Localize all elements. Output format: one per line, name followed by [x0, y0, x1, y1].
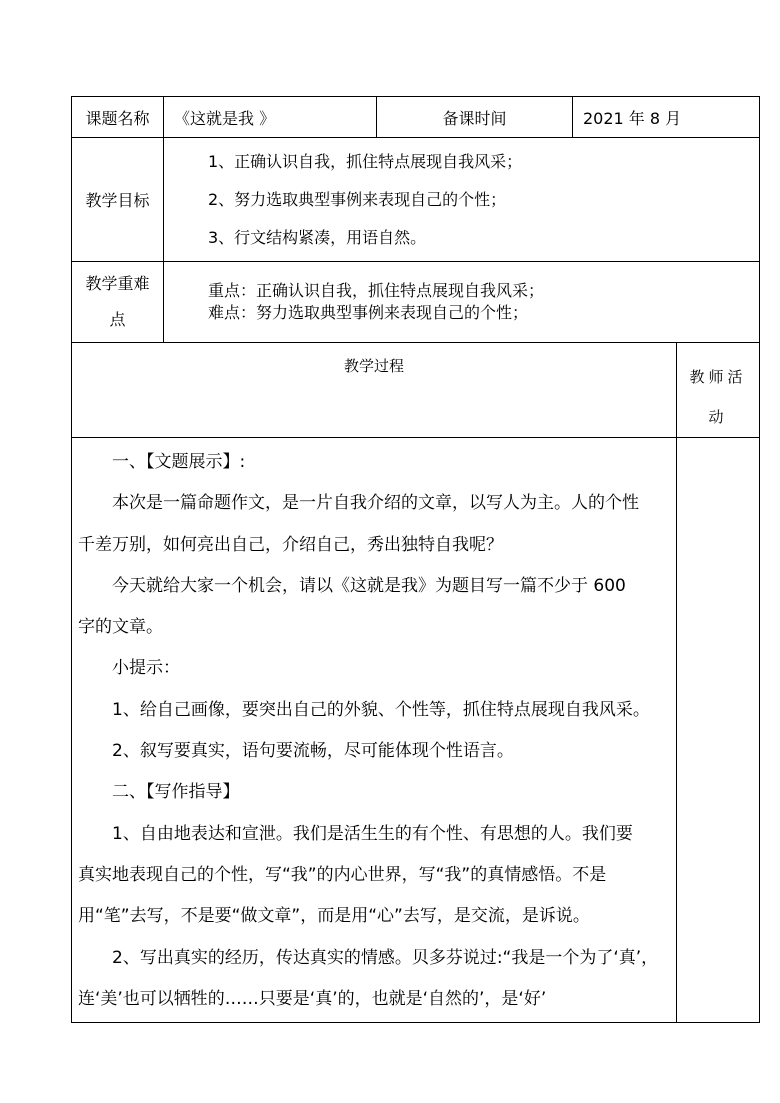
key-points-label-line1: 教学重难: [85, 274, 150, 293]
process-line: 2、叙写要真实，语句要流畅，尽可能体现个性语言。: [112, 741, 514, 762]
prep-time-value: 2021 年 8 月: [573, 97, 760, 138]
teacher-activity-label: [677, 343, 760, 438]
process-line: 真实地表现自己的个性，写“我”的内心世界，写“我”的真情感悟。不是: [78, 864, 607, 885]
process-body-row: [72, 438, 760, 1023]
key-points-row: [72, 262, 760, 343]
process-line: 1、给自己画像，要突出自己的外貌、个性等，抓住特点展现自我风采。: [112, 699, 650, 720]
goal-item: 2、努力选取典型事例来表现自己的个性；: [208, 189, 507, 209]
goals-label: 教学目标: [72, 138, 164, 262]
goal-item: 3、行文结构紧凑，用语自然。: [208, 227, 427, 247]
key-point-text: 重点：正确认识自我，抓住特点展现自我风采；: [208, 281, 545, 300]
process-line: 小提示：: [112, 658, 180, 679]
course-name-label: 课题名称: [72, 97, 164, 138]
teacher-label-line2: 动: [708, 408, 728, 426]
process-line: 二、【写作指导】: [112, 782, 240, 803]
course-name-value: 《这就是我 》: [164, 97, 377, 138]
lesson-plan-table: [71, 96, 760, 1023]
goals-list: [164, 138, 760, 262]
teacher-label-line1: 教师活: [689, 368, 747, 386]
process-header-row: [72, 343, 760, 438]
process-line: 本次是一篇命题作文，是一片自我介绍的文章，以写人为主。人的个性: [112, 493, 639, 514]
process-line: 连‘美’也可以牺牲的……只要是‘真’的，也就是‘自然的’，是‘好’: [78, 988, 547, 1009]
prep-time-label: 备课时间: [377, 97, 573, 138]
goals-row: [72, 138, 760, 262]
process-line: 1、自由地表达和宣泄。我们是活生生的有个性、有思想的人。我们要: [112, 823, 633, 844]
process-title: 教学过程: [72, 343, 677, 438]
key-points-content: [164, 262, 760, 343]
header-row: [72, 97, 760, 138]
process-line: 今天就给大家一个机会，请以《这就是我》为题目写一篇不少于 600: [112, 575, 626, 596]
process-line: 一、【文题展示】:: [112, 452, 246, 472]
teacher-activity-cell: [677, 438, 760, 1023]
process-body: [72, 438, 677, 1023]
process-line: 千差万别，如何亮出自己，介绍自己，秀出独特自我呢？: [78, 534, 503, 555]
key-points-label-line2: 点: [109, 310, 126, 329]
lesson-plan-sheet: [71, 96, 759, 1023]
key-points-label: [72, 262, 164, 343]
process-line: 2、写出真实的经历，传达真实的情感。贝多芬说过:“我是一个为了‘真’，: [112, 947, 659, 968]
difficulty-text: 难点：努力选取典型事例来表现自己的个性；: [208, 303, 529, 322]
goal-item: 1、正确认识自我，抓住特点展现自我风采；: [208, 151, 523, 171]
process-line: 用“笔”去写，不是要“做文章”，而是用“心”去写，是交流，是诉说。: [78, 906, 590, 927]
process-line: 字的文章。: [78, 617, 163, 638]
